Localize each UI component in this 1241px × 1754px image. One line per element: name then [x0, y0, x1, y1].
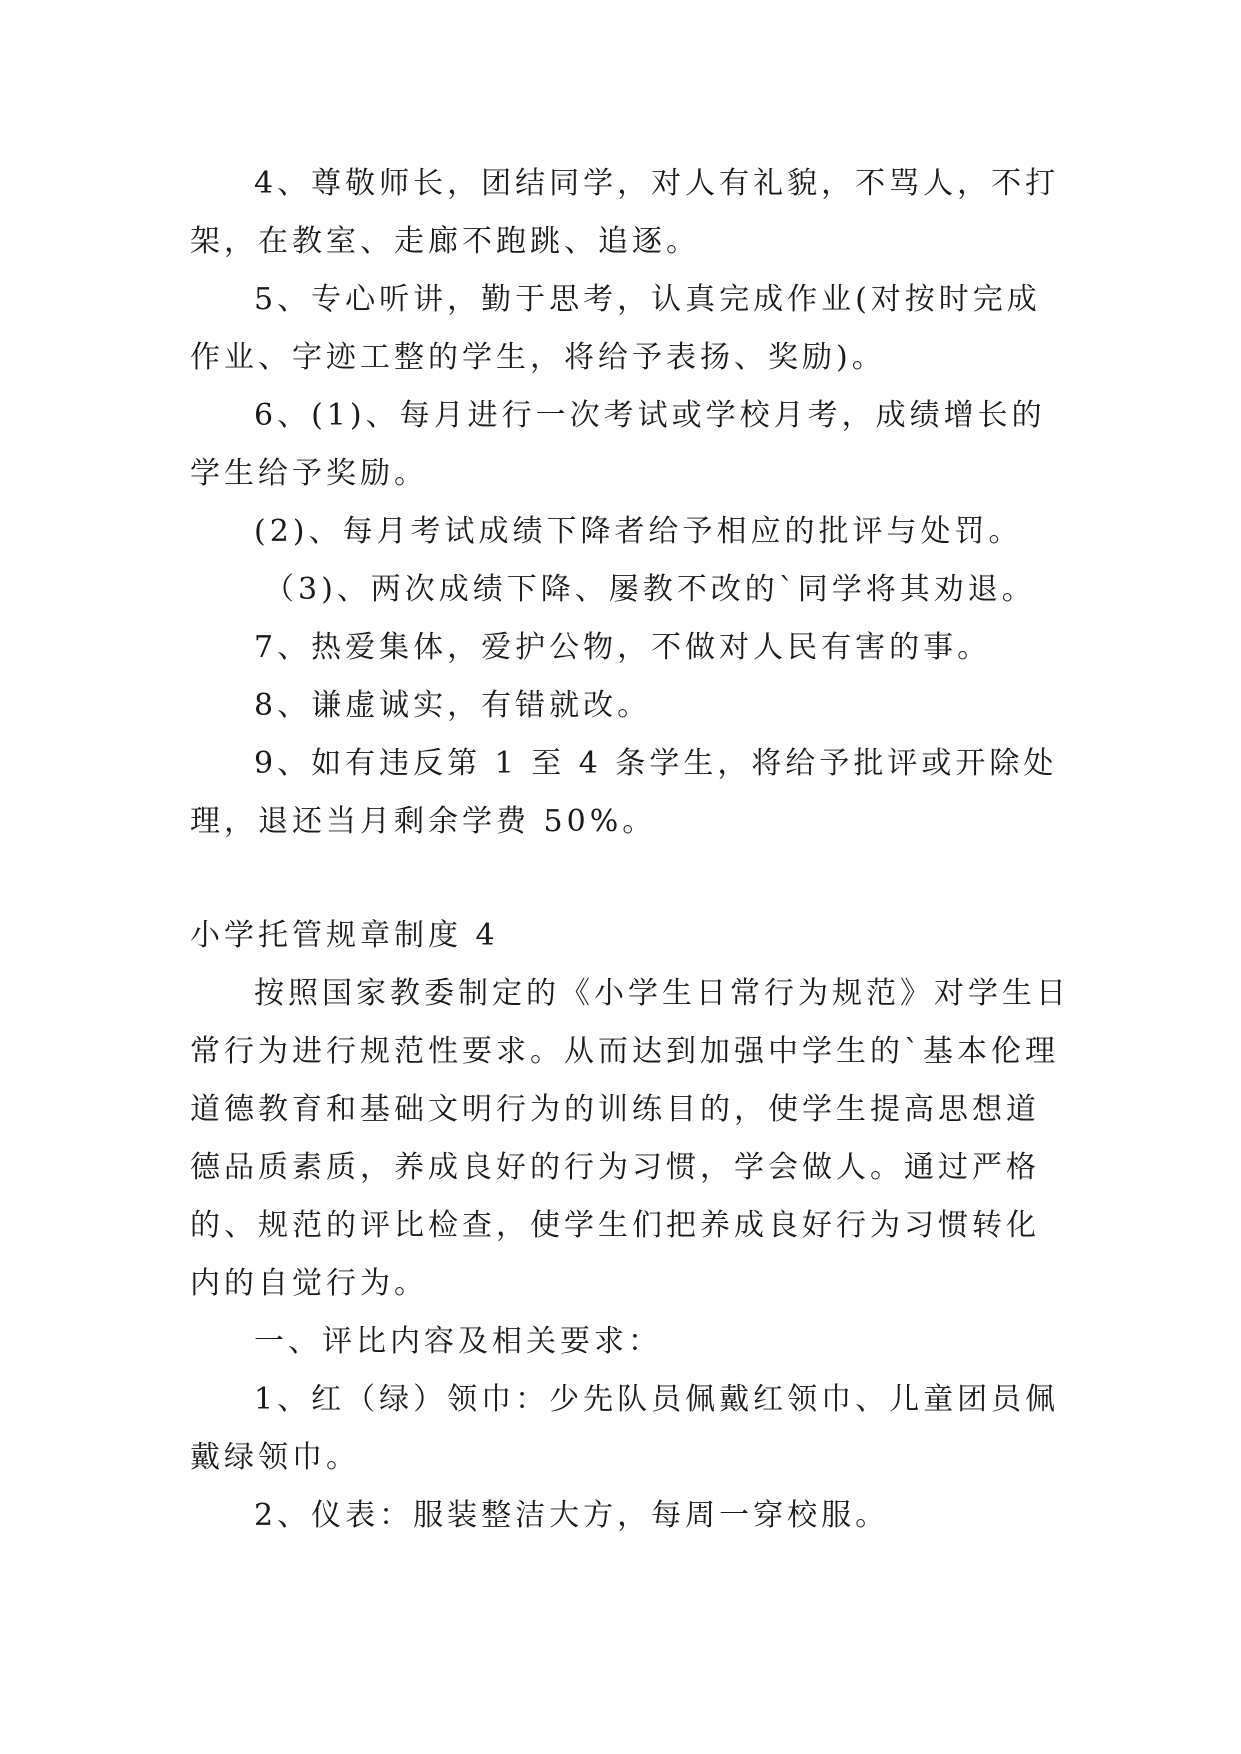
section-heading: 小学托管规章制度 4: [190, 918, 499, 953]
rule-5-paragraph: 5、专心听讲，勤于思考，认真完成作业(对按时完成作业、字迹工整的学生，将给予表扬、奖励)。: [190, 282, 1041, 375]
appearance-rule-paragraph: 2、仪表：服装整洁大方，每周一穿校服。: [254, 1498, 890, 1533]
intro-paragraph: 按照国家教委制定的《小学生日常行为规范》对学生日常行为进行规范性要求。从而达到加强中学生的`基本伦理道德教育和基础文明行为的训练目的，使学生提高思想道德品质素质，养成良好的行为习惯，学会做人。通过严格的、规范的评比检查，使学生们把养成良好行为习惯转化内的自觉行为。: [190, 976, 1070, 1301]
rule-8-paragraph: 8、谦虚诚实，有错就改。: [254, 688, 652, 723]
rule-4-paragraph: 4、尊敬师长，团结同学，对人有礼貌，不骂人，不打架，在教室、走廊不跑跳、追逐。: [190, 166, 1060, 259]
rule-6-2-paragraph: (2)、每月考试成绩下降者给予相应的批评与处罚。: [254, 514, 1023, 549]
document-body: [190, 155, 1070, 1545]
rule-6-1-paragraph: 6、(1)、每月进行一次考试或学校月考，成绩增长的学生给予奖励。: [190, 398, 1046, 491]
rule-6-3-paragraph: （3)、两次成绩下降、屡教不改的`同学将其劝退。: [264, 572, 1036, 607]
evaluation-heading: 一、评比内容及相关要求：: [254, 1324, 662, 1359]
rule-7-paragraph: 7、热爱集体，爱护公物，不做对人民有害的事。: [254, 630, 992, 665]
rule-9-paragraph: 9、如有违反第 1 至 4 条学生，将给予批评或开除处理，退还当月剩余学费 50%。: [190, 746, 1058, 839]
scarf-rule-paragraph: 1、红（绿）领巾：少先队员佩戴红领巾、儿童团员佩戴绿领巾。: [190, 1382, 1060, 1475]
